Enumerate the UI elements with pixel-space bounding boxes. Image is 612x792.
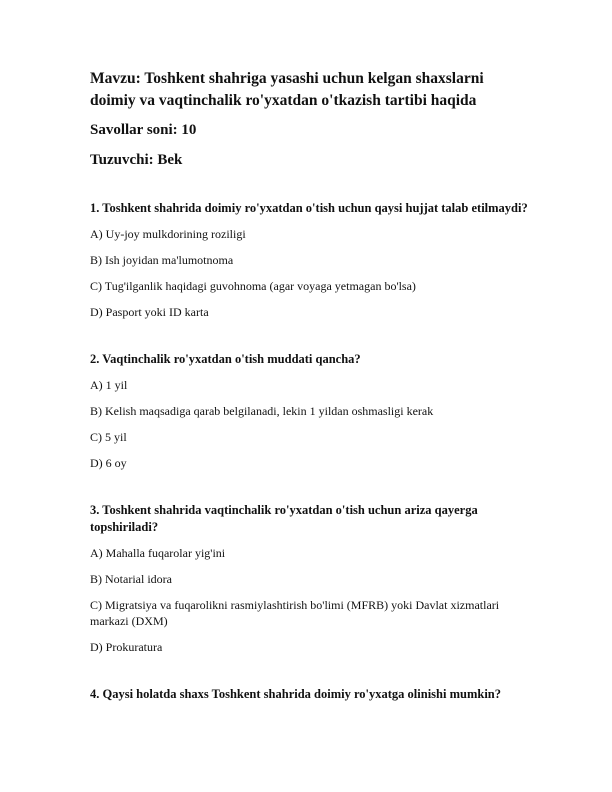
document-content	[90, 68, 530, 712]
question-spacer	[90, 320, 530, 351]
answer-option-c: C) 5 yil	[90, 430, 127, 444]
question-text: 1. Toshkent shahrida doimiy ro'yxatdan o'tish uchun qaysi hujjat talab etilmaydi?	[90, 201, 528, 215]
document-title: Mavzu: Toshkent shahriga yasashi uchun kelgan shaxslarni doimiy va vaqtinchalik ro'yxatdan o'tkazish tartibi haqida	[90, 70, 484, 109]
question-text: 2. Vaqtinchalik ro'yxatdan o'tish muddati qancha?	[90, 352, 361, 366]
answer-option-b: B) Ish joyidan ma'lumotnoma	[90, 253, 234, 267]
answer-option-b: B) Kelish maqsadiga qarab belgilanadi, lekin 1 yildan oshmasligi kerak	[90, 404, 434, 418]
answer-option-d: D) 6 oy	[90, 456, 127, 470]
answer-option-b: B) Notarial idora	[90, 572, 172, 586]
answer-option-a: A) Uy-joy mulkdorining roziligi	[90, 227, 246, 241]
question-3	[90, 502, 530, 655]
question-spacer	[90, 471, 530, 502]
answer-option-c: C) Tug'ilganlik haqidagi guvohnoma (agar voyaga yetmagan bo'lsa)	[90, 279, 416, 293]
question-spacer	[90, 655, 530, 686]
question-2	[90, 351, 530, 471]
question-1	[90, 200, 530, 320]
question-count: Savollar soni: 10	[90, 122, 197, 138]
answer-option-a: A) 1 yil	[90, 378, 128, 392]
answer-option-d: D) Prokuratura	[90, 640, 163, 654]
question-4	[90, 686, 530, 703]
answer-option-d: D) Pasport yoki ID karta	[90, 305, 209, 319]
answer-option-c: C) Migratsiya va fuqarolikni rasmiylashtirish bo'limi (MFRB) yoki Davlat xizmatlari markazi (DXM)	[90, 598, 500, 628]
answer-option-a: A) Mahalla fuqarolar yig'ini	[90, 546, 226, 560]
question-text: 3. Toshkent shahrida vaqtinchalik ro'yxatdan o'tish uchun ariza qayerga topshiriladi?	[90, 503, 478, 534]
question-text: 4. Qaysi holatda shaxs Toshkent shahrida doimiy ro'yxatga olinishi mumkin?	[90, 687, 501, 701]
author-line: Tuzuvchi: Bek	[90, 152, 183, 168]
